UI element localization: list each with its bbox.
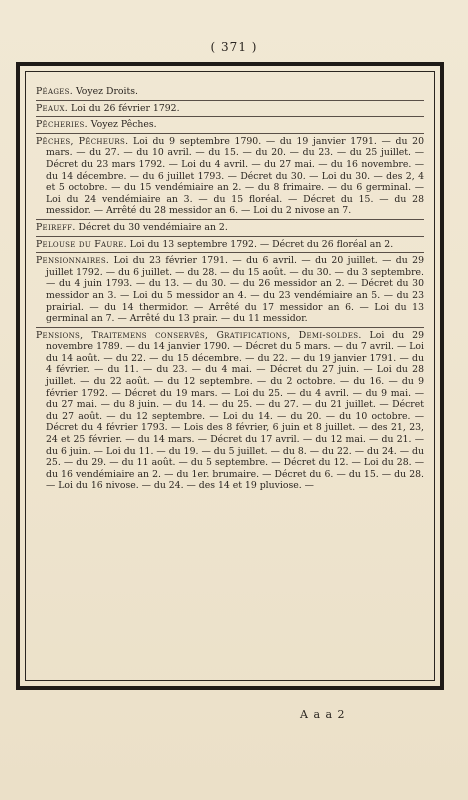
printer-signature: A a a 2 bbox=[300, 708, 346, 721]
index-entry bbox=[36, 86, 424, 101]
entry-text: Loi du 13 septembre 1792. — Décret du 26 floréal an 2. bbox=[126, 238, 394, 250]
index-entries bbox=[36, 86, 424, 682]
entry-text: Loi du 29 novembre 1789. — du 14 janvier 1790. — Décret du 5 mars. — du 7 avril. — Loi du 14 août. — du 22. — du 15 décembre. — du 22. — du 19 janvier 1791. — du 4 février. — du 11. — du 23. — du 4 mai. — Décret du 27 juin. — Loi du 28 juillet. — du 22 août. — du 12 septembre. — du 2 octobre. — du 16. — du 9 février 1792. — Décret du 19 mars. — Loi du 25. — du 4 avril. — du 9 mai. — du 27 mai. — du 8 juin. — du 14. — du 25. — du 27. — du 21 juillet. — Décret du 27 août. — du 12 septembre. — Loi du 14. — du 20. — du 10 octobre. — Décret du 4 février 1793. — Lois des 8 février, 6 juin et 8 juillet. — des 21, 23, 24 et 25 février. — du 14 mars. — Décret du 17 avril. — du 12 mai. — du 21. — du 6 juin. — Loi du 11. — du 19. — du 5 juillet. — du 8. — du 22. — du 24. — du 25. — du 29. — du 11 août. — du 5 septembre. — Décret du 12. — Loi du 28. — du 16 vendémiaire an 2. — du 1er. brumaire. — Décret du 6. — du 15. — du 28. — Loi du 16 nivose. — du 24. — des 14 et 19 pluviose. — bbox=[46, 329, 424, 492]
entry-text: Loi du 23 février 1791. — du 6 avril. — du 20 juillet. — du 29 juillet 1792. — du 6 juillet. — du 28. — du 15 août. — du 30. — du 3 septembre. — du 4 juin 1793. — du 13. — du 30. — du 26 messidor an 2. — Décret du 30 messidor an 3. — Loi du 5 messidor an 4. — du 23 vendémiaire an 5. — du 23 prairial. — du 14 thermidor. — Arrêté du 17 messidor an 6. — Loi du 13 germinal an 7. — Arrêté du 13 prair. — du 11 messidor. bbox=[46, 255, 424, 325]
entry-heading: Pensions, Traitemens conservés, Gratifications, Demi-soldes. bbox=[36, 329, 362, 341]
text-frame bbox=[16, 62, 444, 690]
entry-heading: Péages. bbox=[36, 86, 73, 97]
index-entry bbox=[36, 119, 424, 134]
index-entry bbox=[36, 255, 424, 328]
entry-heading: Pensionnaires. bbox=[36, 255, 110, 267]
entry-text: Voyez Droits. bbox=[72, 86, 138, 97]
index-entry bbox=[36, 239, 424, 254]
entry-heading: Peireff. bbox=[36, 221, 76, 233]
entry-heading: Pêches, Pêcheurs. bbox=[36, 135, 129, 147]
entry-text: Loi du 9 septembre 1790. — du 19 janvier 1791. — du 20 mars. — du 27. — du 10 avril. — du 15. — du 20. — du 23. — du 25 juillet. — Décret du 23 mars 1792. — Loi du 4 avril. — du 27 mai. — du 16 novembre. — du 14 décembre. — du 6 juillet 1793. — Décret du 30. — Loi du 30. — des 2, 4 et 5 octobre. — du 15 vendémiaire an 2. — du 8 frimaire. — du 6 germinal. — Loi du 24 vendémiaire an 3. — du 15 floréal. — Décret du 15. — du 28 messidor. — Arrêté du 28 messidor an 6. — Loi du 2 nivose an 7. bbox=[46, 135, 424, 217]
entry-text: Loi du 26 février 1792. bbox=[68, 102, 180, 114]
entry-text: Voyez Pêches. bbox=[87, 119, 157, 131]
entry-heading: Pelouse du Faure. bbox=[36, 238, 127, 250]
page-number: ( 371 ) bbox=[210, 40, 258, 54]
index-entry bbox=[36, 103, 424, 118]
index-entry bbox=[36, 136, 424, 220]
index-entry bbox=[36, 330, 424, 494]
index-entry bbox=[36, 222, 424, 237]
entry-text: Décret du 30 vendémiaire an 2. bbox=[75, 221, 228, 233]
entry-heading: Peaux. bbox=[36, 102, 69, 114]
entry-heading: Pêcheries. bbox=[36, 119, 88, 131]
